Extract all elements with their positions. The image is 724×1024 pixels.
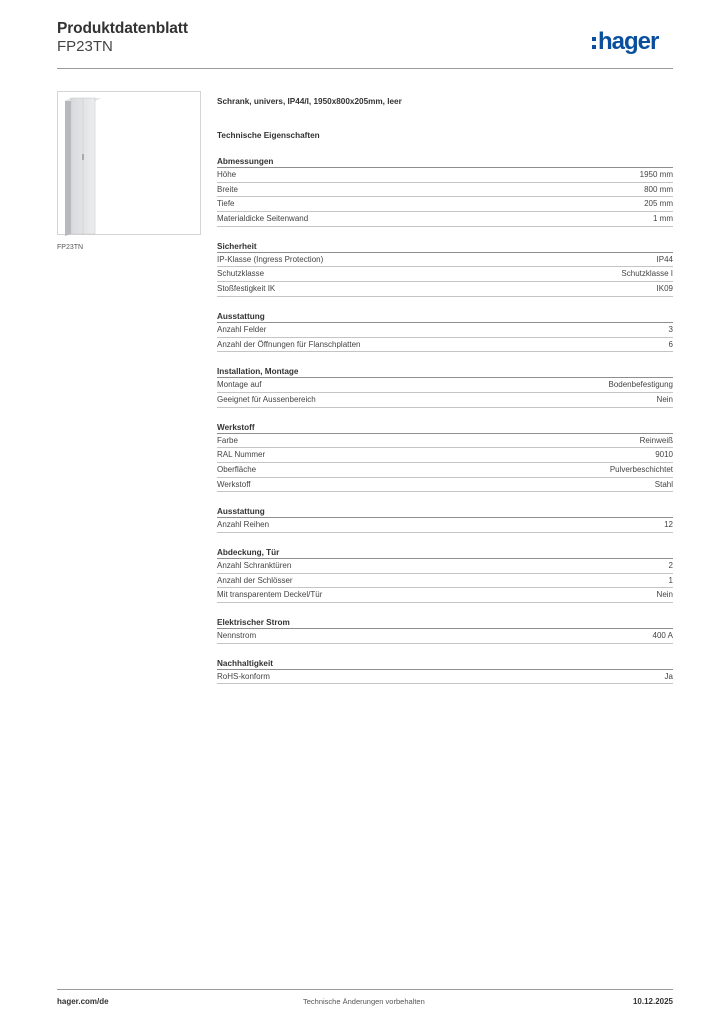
footer-website: hager.com/de — [57, 997, 109, 1006]
section-title: Abmessungen — [217, 155, 673, 168]
property-label: Materialdicke Seitenwand — [217, 214, 309, 224]
section-title: Sicherheit — [217, 240, 673, 253]
property-value: 400 A — [652, 631, 673, 641]
property-section — [217, 421, 673, 493]
property-label: Geeignet für Aussenbereich — [217, 394, 316, 404]
property-sections — [217, 155, 673, 684]
property-value: Reinweiß — [639, 435, 673, 445]
tech-properties-heading: Technische Eigenschaften — [217, 131, 320, 140]
section-title: Nachhaltigkeit — [217, 657, 673, 670]
property-row — [217, 478, 673, 493]
property-row — [217, 338, 673, 353]
header-divider — [57, 68, 673, 69]
property-value: 2 — [668, 561, 673, 570]
property-row — [217, 282, 673, 297]
property-row — [217, 670, 673, 685]
property-value: 9010 — [655, 450, 673, 460]
property-row — [217, 559, 673, 574]
section-title: Abdeckung, Tür — [217, 546, 673, 559]
property-row — [217, 323, 673, 338]
property-row — [217, 197, 673, 212]
property-section — [217, 310, 673, 352]
property-row — [217, 629, 673, 644]
product-code: FP23TN — [57, 38, 113, 55]
footer-divider — [57, 989, 673, 990]
property-row — [217, 212, 673, 227]
property-row — [217, 448, 673, 463]
property-label: IP-Klasse (Ingress Protection) — [217, 254, 324, 264]
section-title: Elektrischer Strom — [217, 616, 673, 629]
property-label: Nennstrom — [217, 631, 257, 641]
property-label: Breite — [217, 184, 238, 194]
property-label: Stoßfestigkeit IK — [217, 284, 276, 294]
product-image — [57, 91, 201, 235]
property-value: Schutzklasse I — [621, 269, 673, 279]
property-value: Bodenbefestigung — [608, 380, 673, 390]
section-title: Installation, Montage — [217, 365, 673, 378]
property-label: Werkstoff — [217, 479, 251, 489]
property-value: Stahl — [654, 479, 673, 489]
property-value: 1 mm — [653, 214, 673, 224]
property-value: 205 mm — [644, 199, 673, 209]
property-label: Anzahl Schranktüren — [217, 561, 292, 570]
property-section — [217, 240, 673, 297]
property-value: Nein — [656, 590, 673, 600]
property-row — [217, 378, 673, 393]
page-title: Produktdatenblatt — [57, 20, 188, 37]
property-value: 1950 mm — [639, 170, 673, 179]
section-title: Ausstattung — [217, 505, 673, 518]
property-section — [217, 365, 673, 407]
product-details — [217, 95, 673, 684]
property-label: Farbe — [217, 435, 238, 445]
property-value: 1 — [668, 575, 673, 585]
property-section — [217, 546, 673, 603]
property-row — [217, 168, 673, 183]
property-label: Schutzklasse — [217, 269, 265, 279]
property-row — [217, 253, 673, 268]
property-value: Nein — [656, 394, 673, 404]
property-row — [217, 463, 673, 478]
section-title: Werkstoff — [217, 421, 673, 434]
hager-logo — [592, 26, 674, 56]
property-value: IP44 — [656, 254, 673, 264]
property-value: 800 mm — [644, 184, 673, 194]
property-value: IK09 — [656, 284, 673, 294]
property-row — [217, 183, 673, 198]
property-section — [217, 657, 673, 685]
property-value: 3 — [668, 324, 673, 334]
property-value: 6 — [668, 339, 673, 349]
property-row — [217, 574, 673, 589]
property-row — [217, 393, 673, 408]
property-label: RAL Nummer — [217, 450, 266, 460]
property-row — [217, 267, 673, 282]
property-label: Anzahl der Öffnungen für Flanschplatten — [217, 339, 361, 349]
footer-date: 10.12.2025 — [632, 997, 673, 1006]
property-label: Anzahl Reihen — [217, 520, 270, 530]
property-value: 12 — [664, 520, 673, 530]
cabinet-illustration — [58, 92, 202, 236]
image-caption: FP23TN — [57, 244, 84, 251]
property-section — [217, 616, 673, 644]
property-label: Anzahl Felder — [217, 324, 267, 334]
section-title: Ausstattung — [217, 310, 673, 323]
property-label: Montage auf — [217, 380, 262, 390]
product-description: Schrank, univers, IP44/I, 1950x800x205mm, leer — [217, 97, 402, 106]
property-row — [217, 434, 673, 449]
hager-logo-text: hager — [598, 28, 659, 55]
footer-notice: Technische Änderungen vorbehalten — [303, 997, 425, 1006]
property-label: Mit transparentem Deckel/Tür — [217, 590, 323, 600]
property-row — [217, 588, 673, 603]
property-label: RoHS-konform — [217, 671, 270, 681]
property-row — [217, 518, 673, 533]
property-label: Tiefe — [217, 199, 235, 209]
property-section — [217, 155, 673, 227]
property-label: Oberfläche — [217, 464, 257, 474]
property-label: Höhe — [217, 170, 237, 179]
property-value: Pulverbeschichtet — [609, 464, 673, 474]
property-value: Ja — [664, 671, 673, 681]
property-label: Anzahl der Schlösser — [217, 575, 293, 585]
property-section — [217, 505, 673, 533]
